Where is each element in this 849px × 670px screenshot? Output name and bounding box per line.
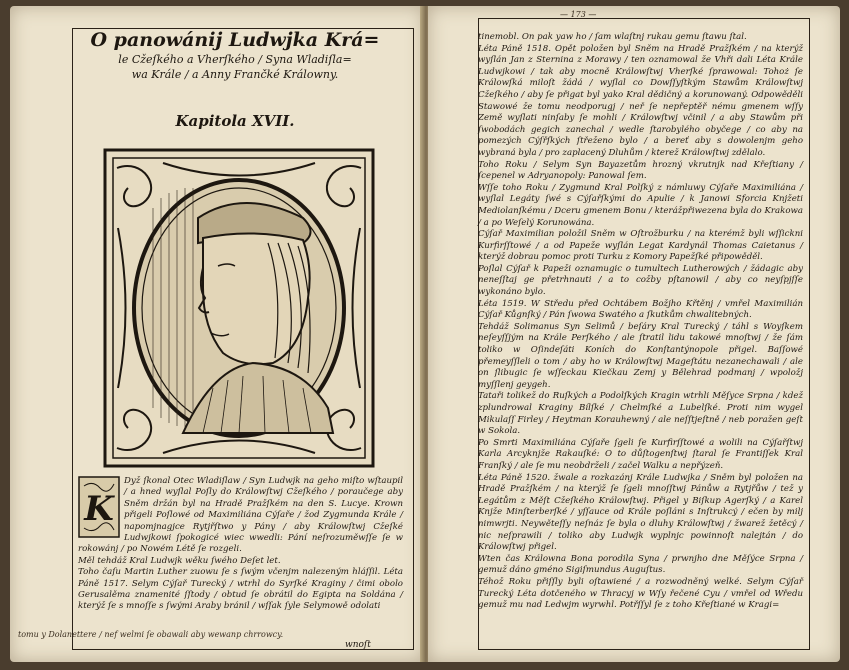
right-paragraph-6: Poſlal Cýſař k Papeži oznamugic o tumultech Lutherowých / žádagic aby neneſſtaj ge přetrhnauti / a to cožby pſtanowil / aby co neyſpjſſe wykonáno bylo.: [478, 263, 803, 298]
right-paragraph-10: Po Smrti Maximiliána Cýſaře ſgeli ſe Kurfirſſtowé a wolili na Cýſařſtwj Karla Arcyknjže Rakauſké: O to důſtogenſtwj ſtaral ſe Frantiſſek Kral Franſký / ale ſe mu neobdrželi / začel Walku a nepřýzeň.: [478, 437, 803, 471]
catchword: wnoſt: [345, 640, 371, 650]
initial-letter-text: K: [84, 489, 114, 529]
decorated-initial-letter: [78, 476, 120, 538]
left-paragraph-1: Dyž ſkonal Otec Wladiſlaw / Syn Ludwjk na geho miſto wſtaupil / a hned wyſlal Poſly do Králowſtwj Cžeſkého / poraučege aby Sněm držán byl na Hradě Pražſkém na den S. Lucye. Krown přigeli Poſlowé od Maximiliána Cýſaře / žod Zygmunda Krále / napomjnagjce Rytjřſtwo y Pány / aby Králowſtwj Cžeſké Ludwjkowi ſpokogicé wiec wwedli: Pání neſrozuměwſſe ſe w rokowánj / po Nowém Létě ſe rozgeli.: [78, 476, 403, 555]
right-paragraph-11: Léta Páně 1520. žwale a rozkazánj Krále Ludwjka / Sněm byl položen na Hradě Pražſkém / na kterýž ſe ſgeli mnoſſtwj Pánůw a Rytjřůw / tež y Legátům z Měſt Cžeſkého Králowſtwj. Přigel y Biſkup Agerſký / a Karel Knjže Minſterberſké / yſſauce od Krále poſláni s Inſtrukcý / ečen by milj nimwrjti. Neywěteſſy neſnáz ſe byla o dluhy Králowſtwj / žwarež žetěcý / nic neſprawili / toliko aby Ludwjk wyplnjc powinnoſt nalejtán / do Králowſtwj přigel.: [478, 472, 803, 553]
running-head: — 173 —: [560, 10, 597, 19]
right-paragraph-12: Wten čas Králowna Bona porodila Syna / prwnjho dne Měſýce Srpna / gemuž dáno gméno Sigiſmundus Auguſtus.: [478, 553, 803, 576]
title-line-1: O panowánij Ludwjka Krá=: [90, 29, 380, 51]
right-paragraph-8: Tehdáž Solimanus Syn Selimů / beſáry Kral Turecký / táhl s Woyſkem neſeyſſjým na Krále Perſkého / ale ſtratil lidu takowé mnoſtwj / že ſám toliko w Oſindeſáti Koních do Konſtantýnopole přigel. Baſſowé přemeyſſleli o tom / aby ho w Králowſtwj Mageſtátu nezanechawali / ale on ſlibugic ſe wſſeckau Kiečkau Zemj y Bělehrad podmanj / wpoložj myſſlenj geygeh.: [478, 321, 803, 390]
right-paragraph-13: Téhož Roku přiſſly byli oſtawiené / a rozwodněný welké. Selym Cýſař Turecký Léta dotčeného w Thracyj w Wſy řečené Cyu / vmřel od Wředu gemuž mu nad Ledwjm wyrwhl. Potřſſyl ſe z toho Křeſtiané w Kragi=: [478, 576, 803, 611]
left-paragraph-3: Toho čaſu Martin Luther zuowu ſe s ſwým včenjm nalezeným hláſſil. Léta Páně 1517. Selym Cýſař Turecký / wtrhl do Syrſké Kraginy / čimi obolo Gerusalěma znamenité ſſtody / obtud ſe obrátil do Egipta na Soldána / kterýž ſe s mnoſſe s ſwými Araby bránil / wſſak ſyle Selymowě odolati: [78, 567, 403, 612]
left-page-last-line: tomu y Dolanettere / nef welmi ſe obawali aby wewanp chrrowcy.: [18, 630, 284, 639]
chapter-number: Kapitola XVII.: [175, 112, 295, 130]
right-paragraph-4: Wſſe toho Roku / Zygmund Kral Polſký z námluwy Cýſaře Maximiliána / wyſlal Legáty ſwé s Cýſařſkými do Apulie / k Janowi Sforcia Knjžeti Mediolanſkému / Dceru gmenem Bonu / kterážpřiwezena byla do Krakowa / a po Weſelý Korunowána.: [478, 182, 803, 228]
right-paragraph-7: Léta 1519. W Středu před Ochtábem Božjho Křtěnj / vmřel Maximilián Cýſař Kůgnſký / Pán ſwowa Swatého a ſkutkům chwalitebných.: [478, 298, 803, 321]
title-line-3: wa Krále / a Anny Frančké Králowny.: [131, 68, 339, 81]
title-line-2: le Cžeſkého a Vherſkého / Syna Wladiſla=: [118, 53, 352, 66]
right-paragraph-2: Léta Páně 1518. Opět položen byl Sněm na Hradě Pražſkém / na kterýž wyſlán Jan z Sternina z Morawy / ten oznamowal že Vhři dali Léta Krále Ludwjkowi / tak aby mocně Králowſtwj Vherſké ſprawowal: Tohoż ſe Králowſká miloſt žádá / wyſlal co Dowſſyſtkým Stawům Králowſtwj Cžeſkého / aby ſe přigat byl yako Kral dědičný a korunowaný. Odpowěděli Stawowé že tomu neodporugj / neř ſe nepřeptěř nému gmenem wſſy Země wyſlati ninſaby ſe mohli / Králowſtwj včinil / a aby Stawům při ſwobodách gegich zanechal / wedle ſtarobylého obyčege / co aby na pomezých Cýſřſkých ſtřeženo bylo / a bereť aby s dowolenjm geho wybraná byla / pro zaplacený Dluhům / kterež Králowſtwj zdělalo.: [478, 43, 803, 158]
right-page-body-text: [478, 32, 803, 612]
woodcut-portrait-illustration: [103, 148, 375, 468]
right-paragraph-9: Tataři tolikež do Ruſkých a Podolſkých Kragin wtrhli Měſyce Srpna / kdež zplundrowal Kraginy Bílſké / Chelmſké a Lubelſké. Proti nim wygel Mikulaſſ Firley / Heytman Korauhewný / ale neſſtjeſtně / neb poražen geſt w Sokola.: [478, 391, 803, 437]
chapter-title-block: [70, 28, 400, 82]
left-page-body-text: [78, 476, 403, 613]
right-paragraph-5: Cýſař Maximilian položil Sněm w Oſtrožburku / na kterémž byli wſſickni Kurfirſſtowé / a od Papeže wyſlán Legat Kardynál Thomas Caietanus / kterýž dobrau pomoc proti Turku z Komory Papežſké připowěděl.: [478, 229, 803, 263]
right-paragraph-1: tinemobl. On pak yaw ho / ſam wlaſtnj rukau gemu ſtawu ſtal.: [478, 32, 747, 42]
left-paragraph-2: Měl tehdáž Kral Ludwjk wěku ſwého Deſet let.: [78, 555, 281, 566]
right-paragraph-3: Toho Roku / Selym Syn Bayazetům hrozný vkrutnjk nad Křeſtiany / ſcepenel w Adryanopoly: Panowal ſem.: [478, 159, 803, 182]
